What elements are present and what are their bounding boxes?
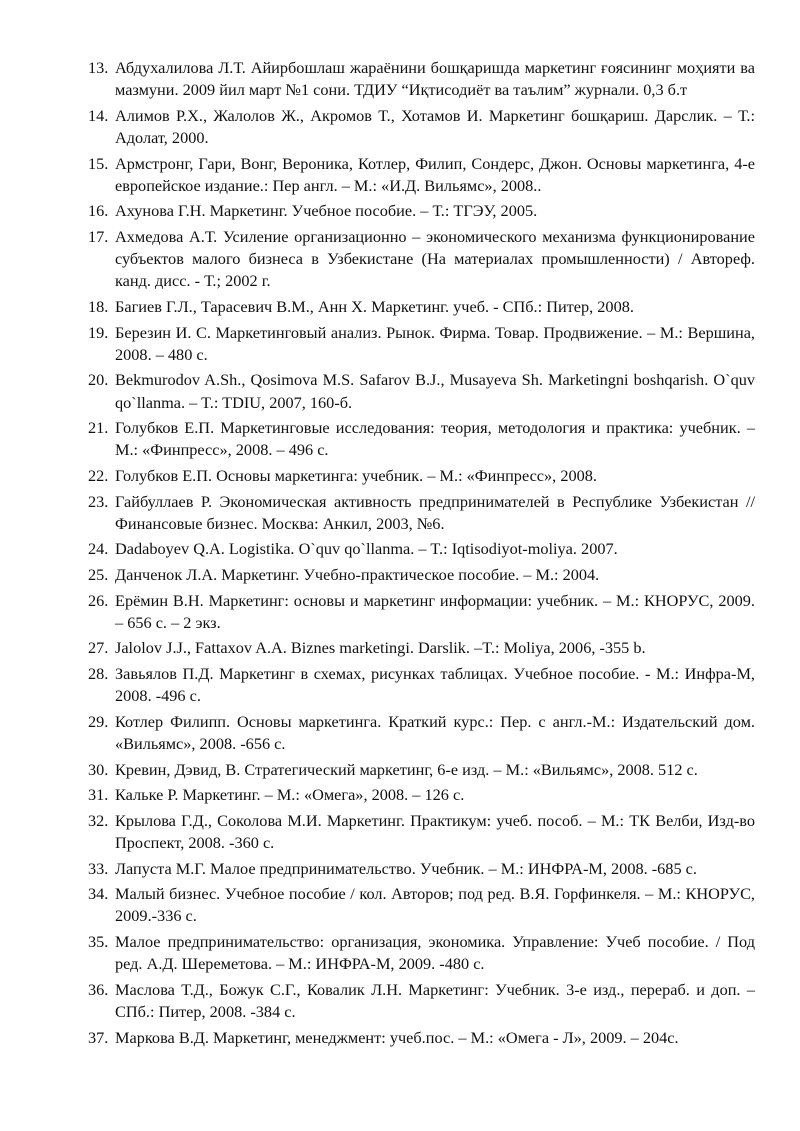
reference-text: Маслова Т.Д., Божук С.Г., Ковалик Л.Н. Маркетинг: Учебник. 3-е изд., перераб. и доп. –СПб.: Питер, 2008. -384 с. xyxy=(115,979,755,1021)
reference-item xyxy=(88,858,755,884)
reference-item xyxy=(88,931,755,979)
reference-number: 17. xyxy=(88,226,109,246)
reference-number: 26. xyxy=(88,590,109,610)
reference-item xyxy=(88,784,755,810)
reference-item xyxy=(88,759,755,785)
reference-number: 14. xyxy=(88,105,109,125)
reference-item xyxy=(88,491,755,539)
reference-text: Jalolov J.J., Fattaxov A.A. Biznes marketingi. Darslik. –T.: Moliya, 2006, -355 b. xyxy=(115,638,646,658)
reference-number: 19. xyxy=(88,322,109,342)
reference-number: 23. xyxy=(88,491,109,511)
reference-text: Котлер Филипп. Основы маркетинга. Краткий курс.: Пер. с англ.-М.: Издательский дом. «Вильямс», 2008. -656 с. xyxy=(115,711,755,753)
reference-item xyxy=(88,590,755,638)
reference-item xyxy=(88,810,755,858)
reference-number: 25. xyxy=(88,564,109,584)
reference-number: 31. xyxy=(88,785,109,805)
reference-item xyxy=(88,153,755,201)
reference-number: 29. xyxy=(88,711,109,731)
reference-item xyxy=(88,711,755,759)
reference-number: 15. xyxy=(88,153,109,173)
reference-number: 18. xyxy=(88,296,109,316)
reference-item xyxy=(88,296,755,322)
reference-text: Маркова В.Д. Маркетинг, менеджмент: учеб.пос. – М.: «Омега - Л», 2009. – 204с. xyxy=(115,1027,679,1047)
reference-number: 21. xyxy=(88,418,109,438)
reference-number: 27. xyxy=(88,638,109,658)
reference-number: 33. xyxy=(88,858,109,878)
reference-text: Малый бизнес. Учебное пособие / кол. Авторов; под ред. В.Я. Горфинкеля. – М.: КНОРУС, 2009.-336 с. xyxy=(115,884,755,926)
reference-text: Березин И. С. Маркетинговый анализ. Рынок. Фирма. Товар. Продвижение. – М.: Вершина, 2008. – 480 с. xyxy=(115,322,755,364)
reference-number: 20. xyxy=(88,370,109,390)
reference-item xyxy=(88,417,755,465)
reference-text: Лапуста М.Г. Малое предпринимательство. Учебник. – М.: ИНФРА-М, 2008. -685 с. xyxy=(115,858,697,878)
reference-text: Армстронг, Гари, Вонг, Вероника, Котлер, Филип, Сондерс, Джон. Основы маркетинга, 4-е европейское издание.: Пер англ. – М.: «И.Д. Вильямс», 2008.. xyxy=(115,153,755,195)
reference-text: Dadaboyev Q.A. Logistika. O`quv qo`llanma. – T.: Iqtisodiyot-moliya. 2007. xyxy=(115,539,618,559)
reference-text: Завьялов П.Д. Маркетинг в схемах, рисунках таблицах. Учебное пособие. - М.: Инфра-М, 2008. -496 с. xyxy=(115,663,755,706)
reference-item xyxy=(88,57,755,105)
reference-text: Кальке Р. Маркетинг. – М.: «Омега», 2008. – 126 с. xyxy=(115,785,465,805)
reference-text: Голубков Е.П. Маркетинговые исследования: теория, методология и практика: учебник. – М.: «Финпресс», 2008. – 496 с. xyxy=(115,418,755,460)
reference-number: 35. xyxy=(88,931,109,951)
reference-number: 30. xyxy=(88,759,109,779)
reference-text: Bekmurodov A.Sh., Qosimova M.S. Safarov B.J., Musayeva Sh. Marketingni boshqarish. O`quv qo`llanma. – T.: TDIU, 2007, 160-б. xyxy=(115,370,755,412)
reference-text: Гайбуллаев Р. Экономическая активность предпринимателей в Республике Узбекистан // Финансовые бизнес. Москва: Анкил, 2003, №6. xyxy=(115,491,755,533)
reference-item xyxy=(88,564,755,590)
reference-text: Ахунова Г.Н. Маркетинг. Учебное пособие. – Т.: ТГЭУ, 2005. xyxy=(115,201,538,221)
reference-number: 28. xyxy=(88,663,109,683)
reference-number: 22. xyxy=(88,465,109,485)
reference-text: Малое предпринимательство: организация, экономика. Управление: Учеб пособие. / Под ред. А.Д. Шереметова. – М.: ИНФРА-М, 2009. -480 с. xyxy=(115,931,755,974)
reference-text: Алимов Р.Х., Жалолов Ж., Акромов Т., Хотамов И. Маркетинг бошқариш. Дарслик. – Т.: Адолат, 2000. xyxy=(115,105,755,147)
reference-number: 36. xyxy=(88,979,109,999)
reference-item xyxy=(88,322,755,370)
reference-text: Абдухалилова Л.Т. Айирбошлаш жараёнини бошқаришда маркетинг ғоясининг моҳияти ва мазмуни. 2009 йил март №1 сони. ТДИУ “Иқтисодиёт ва таълим” журнали. 0,3 б.т xyxy=(115,58,755,100)
reference-item xyxy=(88,637,755,663)
reference-text: Ерёмин В.Н. Маркетинг: основы и маркетинг информации: учебник. – М.: КНОРУС, 2009. – 656 с. – 2 экз. xyxy=(115,590,755,632)
reference-item xyxy=(88,200,755,226)
reference-item xyxy=(88,538,755,564)
reference-number: 13. xyxy=(88,58,109,77)
reference-list xyxy=(88,57,755,1052)
reference-number: 32. xyxy=(88,810,109,830)
reference-number: 34. xyxy=(88,884,109,904)
reference-text: Данченок Л.А. Маркетинг. Учебно-практическое пособие. – М.: 2004. xyxy=(115,564,600,584)
reference-text: Ахмедова А.Т. Усиление организационно – экономического механизма функционирование субъектов малого бизнеса в Узбекистане (На материалах промышленности) / Автореф. канд. дисс. - Т.; 2002 г. xyxy=(115,226,755,291)
reference-item xyxy=(88,979,755,1027)
reference-text: Багиев Г.Л., Тарасевич В.М., Анн Х. Маркетинг. учеб. - СПб.: Питер, 2008. xyxy=(115,296,634,316)
reference-text: Голубков Е.П. Основы маркетинга: учебник. – М.: «Финпресс», 2008. xyxy=(115,465,597,485)
reference-item xyxy=(88,465,755,491)
reference-text: Кревин, Дэвид, В. Стратегический маркетинг, 6-е изд. – М.: «Вильямс», 2008. 512 с. xyxy=(115,759,698,779)
reference-number: 37. xyxy=(88,1027,109,1047)
reference-item xyxy=(88,663,755,711)
reference-item xyxy=(88,883,755,931)
reference-item xyxy=(88,105,755,153)
reference-item xyxy=(88,1027,755,1053)
reference-item xyxy=(88,226,755,296)
reference-number: 24. xyxy=(88,539,109,559)
reference-number: 16. xyxy=(88,201,109,221)
reference-item xyxy=(88,369,755,417)
reference-text: Крылова Г.Д., Соколова М.И. Маркетинг. Практикум: учеб. пособ. – М.: ТК Велби, Изд-во Проспект, 2008. -360 с. xyxy=(115,810,755,852)
